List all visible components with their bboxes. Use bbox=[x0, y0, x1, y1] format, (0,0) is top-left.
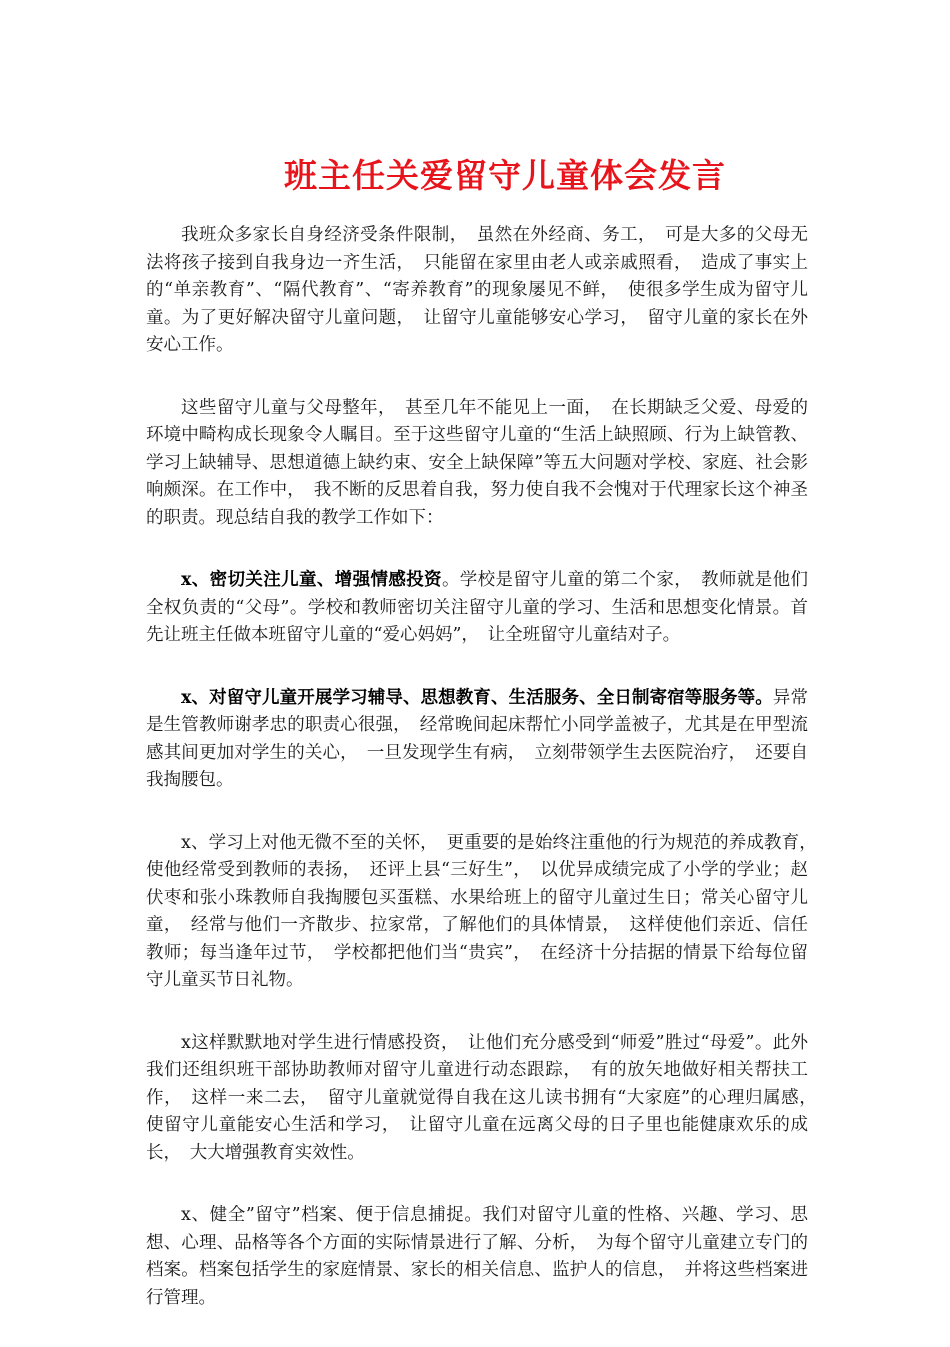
paragraph-services bbox=[146, 685, 808, 795]
paragraph-text: 我班众多家长自身经济受条件限制， 虽然在外经商、务工， 可是大多的父母无法将孩子接到自我身边一齐生活， 只能留在家里由老人或亲戚照看， 造成了事实上的“单亲教育”、“隔代教育”、“寄养教育”的现象屡见不鲜， 使很多学生成为留守儿童。为了更好解决留守儿童问题， 让留守儿童能够安心学习， 留守儿童的家长在外安心工作。 bbox=[146, 225, 808, 355]
paragraph-text: x这样默默地对学生进行情感投资， 让他们充分感受到“师爱”胜过“母爱”。此外我们还组织班干部协助教师对留守儿童进行动态跟踪， 有的放矢地做好相关帮扶工作， 这样一来二去， 留守儿童就觉得自我在这儿读书拥有“大家庭”的心理归属感， 使留守儿童能安心生活和学习， 让留守儿童在远离父母的日子里也能健康欢乐的成长， 大大增强教育实效性。 bbox=[146, 1032, 826, 1163]
paragraph-archives bbox=[146, 1202, 808, 1312]
document-body bbox=[146, 222, 826, 1347]
paragraph-heading: x、密切关注儿童、增强情感投资 bbox=[181, 570, 442, 590]
paragraph-background bbox=[146, 395, 808, 533]
paragraph-text: x、健全”留守”档案、便于信息捕捉。我们对留守儿童的性格、兴趣、学习、思想、心理、品格等各个方面的实际情景进行了解、分析， 为每个留守儿童建立专门的档案。档案包括学生的家庭情景、家长的相关信息、监护人的信息， 并将这些档案进行管理。 bbox=[146, 1205, 808, 1308]
paragraph-care bbox=[146, 830, 826, 995]
paragraph-heading: x、对留守儿童开展学习辅导、思想教育、生活服务、全日制寄宿等服务等。 bbox=[181, 687, 773, 708]
paragraph-text: 。学校是留守儿童的第二个家， 教师就是他们全权负责的“父母”。学校和教师密切关注留守儿童的学习、生活和思想变化情景。首先让班主任做本班留守儿童的“爱心妈妈”， 让全班留守儿童结对子。 bbox=[146, 570, 809, 645]
paragraph-teacher-love bbox=[146, 1030, 826, 1168]
document-title: 班主任关爱留守儿童体会发言 bbox=[284, 156, 726, 195]
paragraph-text: 这些留守儿童与父母整年， 甚至几年不能见上一面， 在长期缺乏父爱、母爱的环境中畸构成长现象令人瞩目。至于这些留守儿童的“生活上缺照顾、行为上缺管教、学习上缺辅导、思想道德上缺约束、安全上缺保障”等五大问题对学校、家庭、社会影响颇深。在工作中， 我不断的反思着自我，努力使自我不会愧对于代理家长这个神圣的职责。现总结自我的教学工作如下： bbox=[146, 397, 808, 528]
paragraph-text: 异常是生管教师谢孝忠的职责心很强， 经常晚间起床帮忙小同学盖被子，尤其是在甲型流感其间更加对学生的关心， 一旦发现学生有病， 立刻带领学生去医院治疗， 还要自我掏腰包。 bbox=[146, 687, 809, 790]
paragraph-intro bbox=[146, 222, 808, 360]
paragraph-text: x、学习上对他无微不至的关怀， 更重要的是始终注重他的行为规范的养成教育， 使他经常受到教师的表扬， 还评上县“三好生”， 以优异成绩完成了小学的学业；赵伏枣和张小珠教师自我掏腰包买蛋糕、水果给班上的留守儿童过生日；常关心留守儿童， 经常与他们一齐散步、拉家常，了解他们的具体情景， 这样使他们亲近、信任教师；每当逢年过节， 学校都把他们当“贵宾”， 在经济十分拮据的情景下给每位留守儿童买节日礼物。 bbox=[146, 832, 826, 990]
paragraph-emotional-investment bbox=[146, 567, 808, 650]
